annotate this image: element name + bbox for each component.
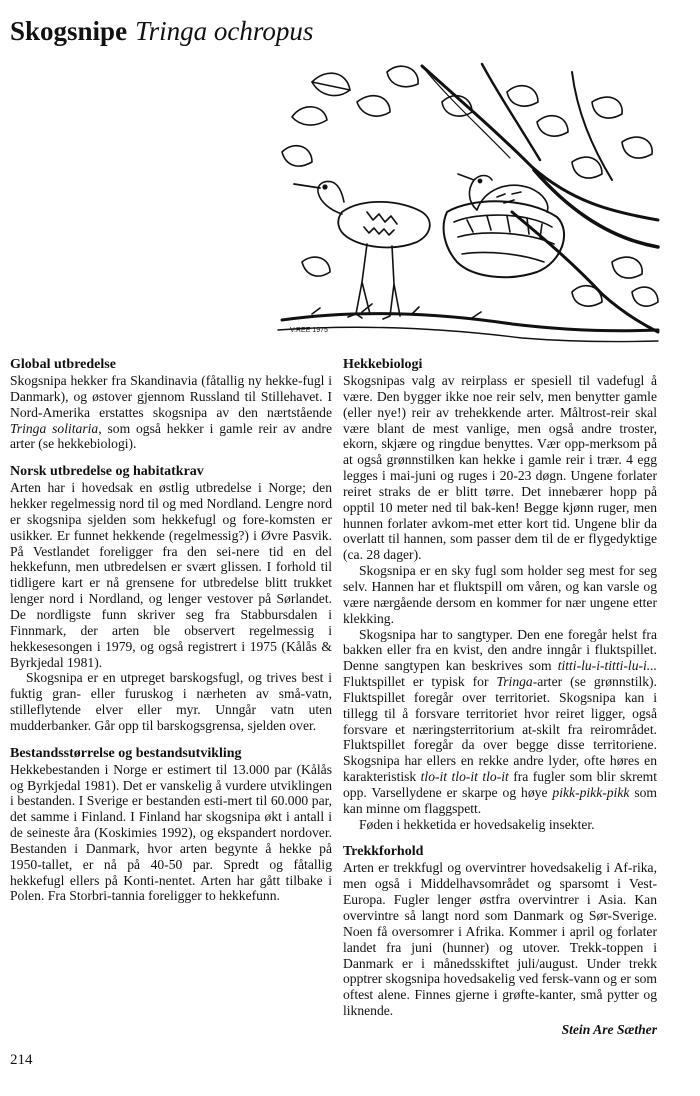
bird-illustration [272,62,660,344]
species-latin-name: Tringa ochropus [135,16,314,46]
global-paragraph [10,373,332,452]
section-heading-bestand: Bestandsstørrelse og bestandsutvikling [10,745,242,761]
hekke-p3-text-a: Skogsnipa har to sangtyper. Den ene foregår helst fra bakken eller fra en kvist, den andre inngår i fluktspillet. Denne sangtypen kan beskrives som [343,626,657,674]
trekk-paragraph: Arten er trekkfugl og overvintrer hovedsakelig i Af-rika, men også i Middelhavsområdet og sparsomt i Vest-Europa. Fugler lenger østfra overvintrer i Asia. Kan overvintre så langt nord som Danmark og Sør-Sverige. Noen få oversomrer i Afrika. Kommer i april og forlater landet fra juni (hunner) og utover. Trekk-toppen i Danmark er i månedsskiftet juli/august. Under trekk opptrer skogsnipa hovedsakelig ved fersk-vann og er som oftest alene. Finnes gjerne i grøfte-kanter, små pytter og liknende. [343,860,657,1019]
norsk-paragraph-1: Arten har i hovedsak en østlig utbredelse i Norge; den hekker regelmessig nord til og med Nordland. Lengre nord er skogsnipa sjelden som hekkefugl og fore-komsten er usikker. Er funnet hekkende (regelmessig?) i Øvre Pasvik. På Vestlandet foreligger fra den sei-nere tid en del hekkefunn, men utbredelsen er svært glissen. I forhold til tidligere kart er nå grensene for utbredelse blitt trukket lenger nord i Nordland, og lenger vestover på Sørlandet. De nordligste funn skriver seg fra Stabbursdalen i Finnmark, der arten ble observert regelmessig i hekkesesongen i 1979, og også registrert i 1975 (Kålås & Byrkjedal 1981). [10,480,332,670]
illustrator-signature: V.REE 1975 [290,327,328,334]
page-number: 214 [10,1052,33,1068]
species-common-name: Skogsnipe [10,16,128,46]
hekke-paragraph-1: Skogsnipas valg av reirplass er spesiell til vadefugl å være. Den bygger ikke noe reir selv, men benytter gamle (eller nye!) reir av trehekkende arter. Måltrost-reir skal være blant de mest vanlige, men også andre troster, ekorn, skjære og ringdue benyttes. Vær opp-merksom på at også grønnstilken kan hekke i gamle reir i trær. 4 egg legges i mai-juni og ruges i 20-23 døgn. Ungene forlater reiret straks de er blitt tørre. Det innebærer hopp på opptil 10 meter ned til bak-ken! Begge kjønn ruger, men hunnen forlater avkom-met etter kort tid. Ungene blir da overlatt til hannen, som passer dem til de er flygedyktige (ca. 28 dager). [343,373,657,563]
author-signature: Stein Are Sæther [561,1021,657,1037]
hekke-p3-text-d: fra fugler som blir skremt opp. Varsellydene er skarpe og høye [343,769,657,800]
page-title [10,14,313,48]
section-heading-norsk: Norsk utbredelse og habitatkrav [10,464,204,480]
section-heading-global: Global utbredelse [10,357,116,372]
section-heading-hekke: Hekkebiologi [343,357,423,372]
hekke-paragraph-3 [343,627,657,817]
hekke-p3-text-b: Fluktspillet er typisk for [343,674,497,690]
hekke-paragraph-4: Føden i hekketida er hovedsakelig insekter. [359,816,595,832]
hekke-p3-text-e: som kan minne om flaggspett. [343,784,658,816]
hekke-paragraph-2: Skogsnipa er en sky fugl som holder seg mest for seg selv. Hannen har et fluktspill om våren, og kan varsle og være nærgående dersom en kommer for nær ungene etter klekking. [343,563,657,626]
genus-name: Tringa [496,674,533,690]
global-text-1: Skogsnipa hekker fra Skandinavia (fåtallig ny hekke-fugl i Danmark), og østover gjennom Russland til Stillehavet. I Nord-Amerika erstattes skogsnipa av den nærtstående [10,373,332,420]
global-latin-name: Tringa solitaria [10,420,99,436]
global-text-2: , som også hekker i gamle reir av andre arter (se hekkebiologi). [10,420,332,452]
norsk-paragraph-2: Skogsnipa er en utpreget barskogsfugl, og trives best i fuktig gran- eller furuskog i nærheten av små-vatn, stilleflytende elver eller myr. Unngår vatn uten mudderbanker. Går opp til barskogsgrensa, sjelden over. [10,670,332,733]
section-heading-trekk: Trekkforhold [343,844,424,860]
call-description: tlo-it tlo-it tlo-it [420,769,509,785]
left-column [10,357,332,904]
hekke-p3-text-c: -arter (se grønnstilk). Fluktspillet foregår over territoriet. Skogsnipa kan i tillegg til å forsvare territoriet hvor reiret ligger, også forsvare et næringsterritorium at-skilt fra reirområdet. Fluktspillet foregår da over begge disse territoriene. Skogsnipa har ellers en rekke andre lyder, ofte høres en karakteristisk [343,674,657,785]
right-column [343,357,657,1038]
bestand-paragraph: Hekkebestanden i Norge er estimert til 13.000 par (Kålås og Byrkjedal 1981). Det er vanskelig å vurdere utviklingen i bestanden. I Sverige er bestanden esti-mert til 60.000 par, det samme i Finland. I Finland har skogsnipa økt i antall i de seineste åra (Koskimies 1992), og ekspandert nordover. Bestanden i Danmark, hvor arten begynte å hekke på 1950-tallet, er nå på 40-50 par. Spredt og fåtallig hekkefugl ellers på Konti-nentet. Arten har gått tilbake i Polen. Fra Storbri-tannia foreligger to hekkefunn. [10,761,332,904]
bird-nest-drawing [272,62,660,344]
alarm-call: pikk-pikk-pikk [552,784,630,800]
song-description: titti-lu-i-titti-lu-i... [557,658,657,674]
